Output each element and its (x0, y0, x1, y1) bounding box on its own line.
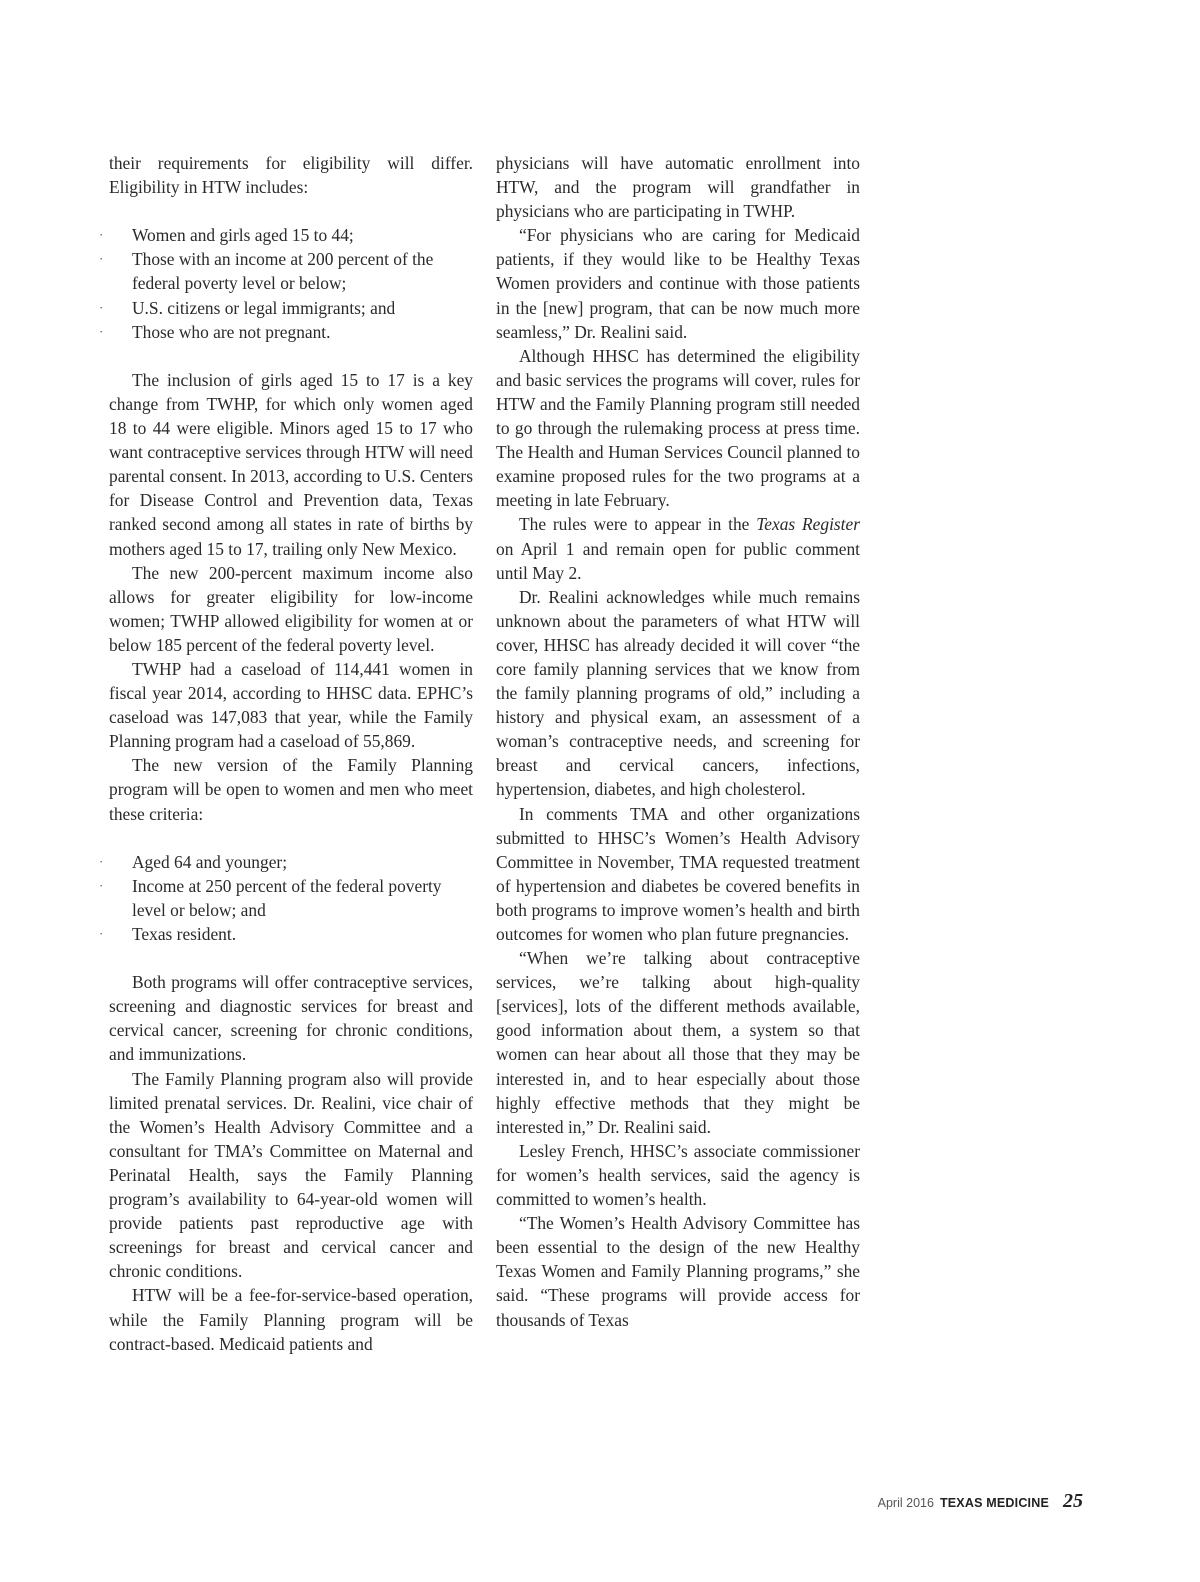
left-column (99, 151, 473, 1356)
page-footer (878, 1490, 1083, 1513)
body-paragraph: In comments TMA and other organizations submitted to HHSC’s Women’s Health Advisory Committee in November, TMA requested treatment of hypertension and diabetes be covered benefits in both programs to improve women’s health and birth outcomes for women who plan future pregnancies. (496, 803, 860, 944)
bullet-icon: · (99, 853, 104, 869)
list-item: · U.S. citizens or legal immigrants; and (109, 296, 473, 320)
list-item: · Those with an income at 200 percent of the federal poverty level or below; (99, 249, 434, 294)
body-paragraph: The new version of the Family Planning program will be open to women and men who meet these criteria: (109, 755, 473, 824)
bullet-icon: · (99, 323, 104, 339)
body-paragraph: The new 200-percent maximum income also allows for greater eligibility for low-income women; TWHP allowed eligibility for women at or below 185 percent of the federal poverty level. (109, 562, 473, 655)
body-paragraph: Lesley French, HHSC’s associate commissioner for women’s health services, said the agency is committed to women’s health. (496, 1140, 860, 1210)
list-item: · Women and girls aged 15 to 44; (109, 223, 473, 247)
list-item: · Aged 64 and younger; (109, 850, 473, 874)
body-paragraph: Although HHSC has determined the eligibility and basic services the programs will cover, rules for HTW and the Family Planning program still needed to go through the rulemaking process at press time. The Health and Human Services Council planned to examine proposed rules for the two programs at a meeting in late February. (496, 345, 860, 511)
body-paragraph: The rules were to appear in the Texas Register on April 1 and remain open for public comment until May 2. (496, 514, 860, 583)
issue-date: April 2016 (877, 1496, 934, 1510)
body-paragraph: TWHP had a caseload of 114,441 women in fiscal year 2014, according to HHSC data. EPHC’s caseload was 147,083 that year, while the Family Planning program had a caseload of 55,869. (109, 658, 473, 752)
body-paragraph: “The Women’s Health Advisory Committee has been essential to the design of the new Healthy Texas Women and Family Planning programs,” she said. “These programs will provide access for thousands of Texas (496, 1213, 860, 1330)
body-paragraph: Both programs will offer contraceptive services, screening and diagnostic services for breast and cervical cancer, screening for chronic conditions, and immunizations. (109, 972, 473, 1065)
body-paragraph: “For physicians who are caring for Medicaid patients, if they would like to be Healthy Texas Women providers and continue with those patients in the [new] program, that can be now much more seamless,” Dr. Realini said. (496, 225, 860, 342)
bullet-icon: · (99, 299, 104, 315)
body-paragraph: “When we’re talking about contraceptive services, we’re talking about high-quality [services], lots of the different methods available, good information about them, a system so that women can hear about all those that they may be interested in, and to hear especially about those highly effective methods that they might be interested in,” Dr. Realini said. (496, 948, 860, 1137)
body-paragraph: physicians will have automatic enrollment into HTW, and the program will grandfather in physicians who are participating in TWHP. (496, 153, 860, 222)
body-paragraph: The Family Planning program also will provide limited prenatal services. Dr. Realini, vice chair of the Women’s Health Advisory Committee and a consultant for TMA’s Committee on Maternal and Perinatal Health, says the Family Planning program’s availability to 64-year-old women will provide patients past reproductive age with screenings for breast and cervical cancer and chronic conditions. (109, 1068, 473, 1282)
publication-name: TEXAS MEDICINE (939, 1496, 1049, 1510)
publication-title: Texas Register (756, 514, 860, 535)
body-paragraph: The inclusion of girls aged 15 to 17 is a key change from TWHP, for which only women aged 18 to 44 were eligible. Minors aged 15 to 17 who want contraceptive services through HTW will need parental consent. In 2013, according to U.S. Centers for Disease Control and Prevention data, Texas ranked second among all states in rate of births by mothers aged 15 to 17, trailing only New Mexico. (109, 369, 473, 559)
bullet-icon: · (99, 926, 104, 941)
list-item: · Texas resident. (109, 922, 473, 946)
body-paragraph: Dr. Realini acknowledges while much remains unknown about the parameters of what HTW will cover, HHSC has already decided it will cover “the core family planning services that we know from the family planning programs of old,” including a history and physical exam, an assessment of a woman’s contraceptive needs, and screening for breast and cervical cancers, infections, hypertension, diabetes, and high cholesterol. (496, 586, 860, 800)
intro-paragraph: their requirements for eligibility will differ. Eligibility in HTW includes: (109, 153, 473, 198)
body-paragraph: HTW will be a fee-for-service-based operation, while the Family Planning program will be contract-based. Medicaid patients and (109, 1285, 473, 1354)
list-item: · Those who are not pregnant. (109, 320, 473, 344)
list-item: · Income at 250 percent of the federal poverty level or below; and (99, 875, 442, 920)
bullet-icon: · (99, 877, 104, 893)
family-planning-criteria-list (99, 850, 473, 946)
bullet-icon: · (99, 251, 104, 267)
bullet-icon: · (99, 227, 104, 243)
page-number: 25 (1063, 1490, 1083, 1512)
htw-eligibility-list (99, 223, 473, 343)
right-column (496, 151, 860, 1332)
